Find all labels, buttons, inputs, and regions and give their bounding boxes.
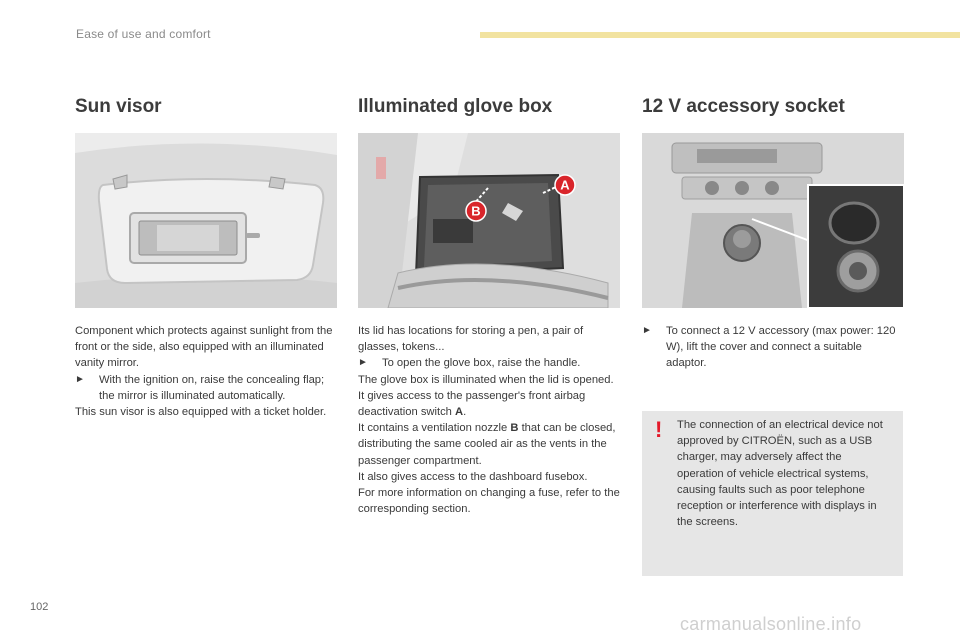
glove-box-paragraph: The glove box is illuminated when the lid is opened. [358, 373, 614, 386]
label-a-marker: A [560, 177, 570, 193]
glove-box-heading: Illuminated glove box [358, 96, 553, 117]
glove-box-bullet [358, 355, 620, 371]
sun-visor-bullet-text: With the ignition on, raise the concealing flap; the mirror is illuminated automatically. [99, 373, 325, 402]
glove-box-paragraph: It contains a ventilation nozzle B that can be closed, distributing the same cooled air as the vents in the passenger compartment. [358, 422, 616, 467]
socket-bullet-text: To connect a 12 V accessory (max power: 120 W), lift the cover and connect a suitable adaptor. [666, 325, 896, 370]
sun-visor-illustration [75, 133, 337, 308]
glove-box-bullet-text: To open the glove box, raise the handle. [382, 357, 581, 370]
glove-box-paragraph: It gives access to the passenger's front airbag deactivation switch A. [358, 389, 586, 419]
sun-visor-heading: Sun visor [75, 96, 162, 117]
label-b-marker: B [471, 203, 481, 219]
glove-box-paragraph: For more information on changing a fuse, refer to the corresponding section. [358, 487, 620, 516]
socket-heading: 12 V accessory socket [642, 96, 845, 117]
warning-exclamation-icon: ! [655, 417, 663, 442]
sun-visor-paragraph: Component which protects against sunlight from the front or the side, also equipped with an illuminated vanity mirror. [75, 325, 333, 370]
glove-box-paragraph: Its lid has locations for storing a pen, a pair of glasses, tokens... [358, 325, 584, 354]
socket-illustration [642, 133, 904, 308]
sun-visor-section [75, 96, 337, 420]
glove-box-paragraph: It also gives access to the dashboard fusebox. [358, 470, 588, 483]
glove-box-illustration [358, 133, 620, 308]
sun-visor-paragraph: This sun visor is also equipped with a ticket holder. [75, 406, 327, 419]
warning-text: The connection of an electrical device not approved by CITROËN, such as a USB charger, may adversely affect the operation of vehicle electrical systems, causing faults such as poor telephone reception or interference with displays in the screens. [677, 419, 883, 529]
warning-box [642, 411, 903, 576]
socket-section [642, 96, 904, 372]
header-accent-bar [480, 32, 960, 38]
watermark: carmanualsonline.info [680, 614, 862, 634]
socket-bullet [642, 323, 904, 372]
bullet-arrow-icon: ► [358, 357, 368, 369]
sun-visor-bullet [75, 372, 337, 404]
bullet-arrow-icon: ► [75, 373, 85, 385]
bullet-arrow-icon: ► [642, 325, 652, 336]
glove-box-section [358, 96, 620, 517]
header-title: Ease of use and comfort [76, 27, 211, 41]
page-number: 102 [30, 601, 49, 613]
